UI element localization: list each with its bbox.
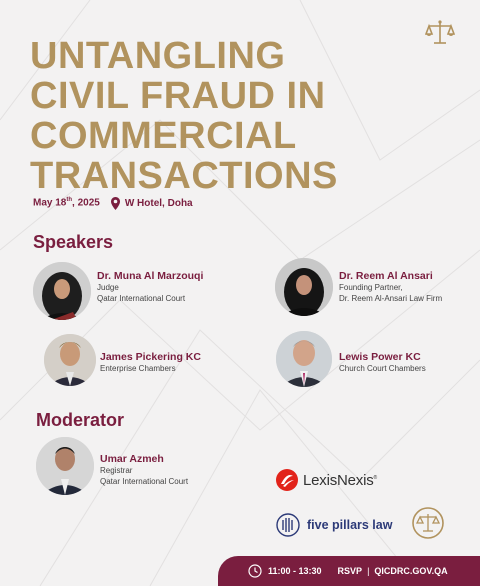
speaker-name: Dr. Reem Al Ansari [339, 270, 433, 282]
avatar [33, 262, 91, 320]
five-pillars-wordmark: five pillars law [307, 518, 393, 532]
event-date: May 18th, 2025 [33, 197, 100, 209]
title-line: UNTANGLING [30, 35, 286, 77]
title-line: COMMERCIAL [30, 115, 297, 157]
speakers-heading: Speakers [33, 232, 114, 252]
speaker-name: Dr. Muna Al Marzouqi [97, 270, 204, 282]
speaker-role: Founding Partner, [339, 283, 403, 292]
person-photo-icon [36, 437, 94, 495]
footer-bar [218, 556, 480, 586]
person-photo-icon [44, 334, 96, 386]
event-venue: W Hotel, Doha [124, 197, 193, 209]
rsvp-label: RSVP [337, 566, 363, 576]
avatar [36, 437, 94, 495]
speaker-affiliation: Enterprise Chambers [100, 364, 176, 373]
lexisnexis-wordmark: LexisNexis® [303, 471, 378, 489]
person-photo-icon [276, 331, 332, 387]
speaker-name: Lewis Power KC [339, 351, 421, 363]
avatar [276, 331, 332, 387]
title-line: TRANSACTIONS [30, 155, 338, 197]
person-photo-icon [275, 258, 333, 316]
avatar [275, 258, 333, 316]
moderator-card [100, 453, 188, 487]
moderator-heading: Moderator [36, 410, 125, 430]
clock-icon [248, 564, 262, 578]
court-seal-icon [411, 506, 445, 540]
speaker-card [100, 351, 201, 374]
five-pillars-law-logo [275, 512, 392, 538]
event-title [30, 36, 450, 196]
speaker-affiliation: Qatar International Court [97, 294, 186, 303]
five-pillars-emblem-icon [275, 512, 301, 538]
lexisnexis-logo [275, 468, 377, 492]
footer-separator: | [367, 566, 370, 576]
speaker-role: Judge [97, 283, 119, 292]
speaker-card [97, 270, 203, 304]
lexisnexis-emblem-icon [275, 468, 299, 492]
event-meta [33, 196, 193, 210]
event-time: 11:00 - 13:30 [268, 566, 322, 576]
person-photo-icon [33, 262, 91, 320]
moderator-role: Registrar [100, 466, 133, 475]
rsvp-website-link[interactable]: QICDRC.GOV.QA [374, 566, 448, 576]
title-line: CIVIL FRAUD IN [30, 75, 326, 117]
speaker-affiliation: Dr. Reem Al-Ansari Law Firm [339, 294, 443, 303]
speaker-card [339, 270, 442, 304]
location-pin-icon [111, 197, 120, 210]
speaker-name: James Pickering KC [100, 351, 201, 363]
speaker-card [339, 351, 426, 374]
avatar [44, 334, 96, 386]
moderator-name: Umar Azmeh [100, 453, 164, 465]
speaker-affiliation: Church Court Chambers [339, 364, 426, 373]
moderator-affiliation: Qatar International Court [100, 477, 189, 486]
